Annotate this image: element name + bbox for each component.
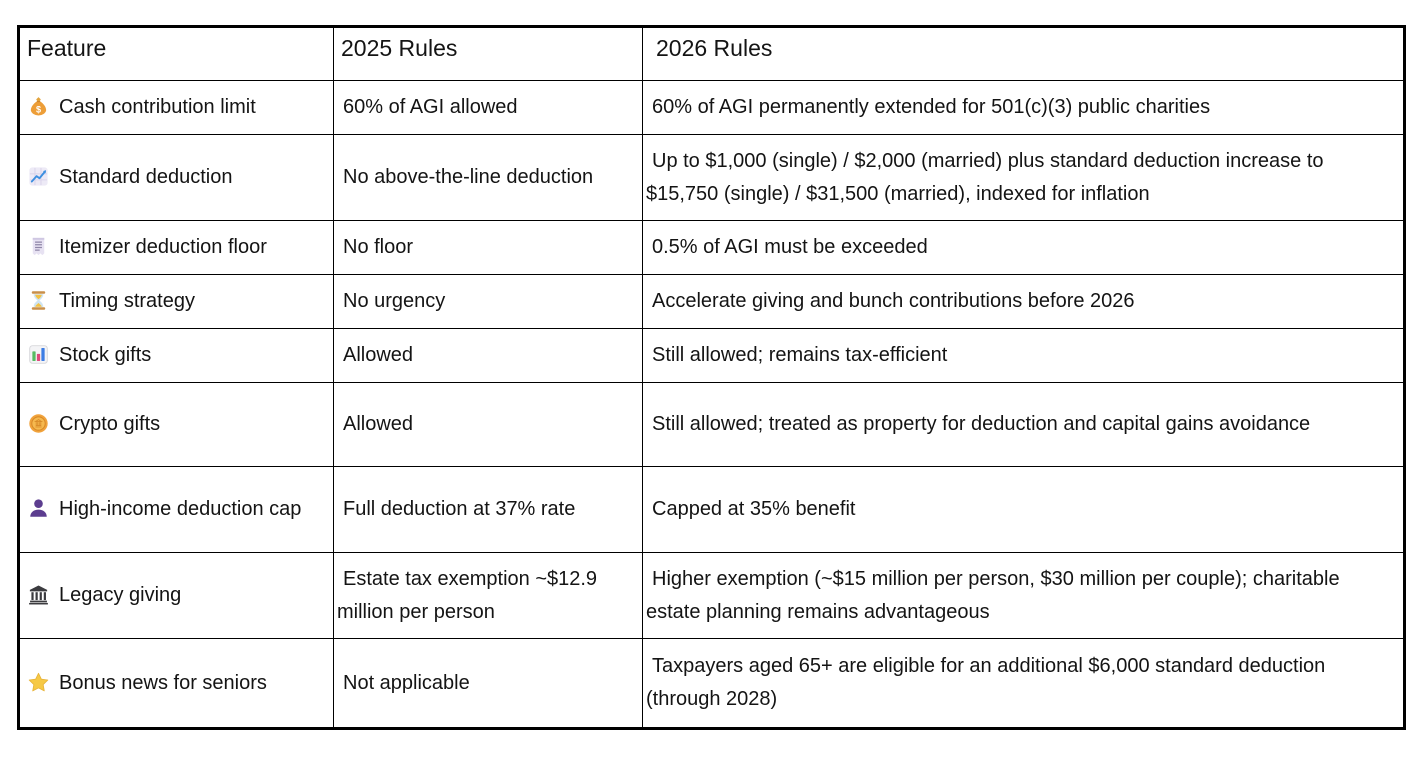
- rules-2025-cell: Estate tax exemption ~$12.9 million per person: [334, 553, 643, 639]
- feature-label: Stock gifts: [59, 344, 152, 366]
- tax-rules-comparison-table: [17, 25, 1406, 730]
- bust-silhouette-icon: [27, 497, 50, 520]
- rules-2025-cell: No above-the-line deduction: [334, 135, 643, 221]
- table-row: [19, 275, 1405, 329]
- table-row: [19, 135, 1405, 221]
- table-row: [19, 81, 1405, 135]
- rules-2025-cell: No urgency: [334, 275, 643, 329]
- feature-label: Legacy giving: [59, 584, 182, 606]
- rules-2025-cell: 60% of AGI allowed: [334, 81, 643, 135]
- rules-2026-cell: Up to $1,000 (single) / $2,000 (married) plus standard deduction increase to $15,750 (single) / $31,500 (married), indexed for inflation: [643, 135, 1405, 221]
- table-row: [19, 639, 1405, 729]
- feature-cell: [19, 221, 334, 275]
- header-row: [19, 27, 1405, 81]
- rules-2025-cell: Allowed: [334, 329, 643, 383]
- feature-label: Bonus news for seniors: [59, 671, 267, 694]
- money-bag-icon: [27, 95, 50, 118]
- receipt-icon: [27, 235, 50, 258]
- bar-chart-icon: [27, 343, 50, 366]
- rules-2025-cell: Allowed: [334, 383, 643, 467]
- rules-2026-cell: 60% of AGI permanently extended for 501(c)(3) public charities: [643, 81, 1405, 135]
- rules-2025-cell: No floor: [334, 221, 643, 275]
- feature-cell: [19, 553, 334, 639]
- feature-label: High-income deduction cap: [59, 498, 302, 520]
- rules-2026-cell: Accelerate giving and bunch contributions before 2026: [643, 275, 1405, 329]
- feature-cell: [19, 467, 334, 553]
- feature-cell: [19, 81, 334, 135]
- star-icon: [27, 671, 50, 694]
- table-row: [19, 553, 1405, 639]
- hourglass-icon: [27, 289, 50, 312]
- header-feature: Feature: [19, 27, 334, 81]
- table-row: [19, 383, 1405, 467]
- rules-2026-cell: Higher exemption (~$15 million per person, $30 million per couple); charitable estate planning remains advantageous: [643, 553, 1405, 639]
- feature-cell: [19, 329, 334, 383]
- rules-2026-cell: Taxpayers aged 65+ are eligible for an additional $6,000 standard deduction (through 2028): [643, 639, 1405, 729]
- svg-text:$: $: [35, 104, 42, 115]
- rules-2025-cell: Not applicable: [334, 639, 643, 729]
- feature-label: Cash contribution limit: [59, 96, 256, 118]
- classical-building-icon: [27, 583, 50, 606]
- header-2026-rules: 2026 Rules: [643, 27, 1405, 81]
- rules-2026-cell: 0.5% of AGI must be exceeded: [643, 221, 1405, 275]
- rules-2025-cell: Full deduction at 37% rate: [334, 467, 643, 553]
- feature-label: Itemizer deduction floor: [59, 236, 267, 258]
- rules-2026-cell: Still allowed; remains tax-efficient: [643, 329, 1405, 383]
- rules-2026-cell: Capped at 35% benefit: [643, 467, 1405, 553]
- feature-label: Standard deduction: [59, 166, 233, 188]
- rules-2026-cell: Still allowed; treated as property for deduction and capital gains avoidance: [643, 383, 1405, 467]
- table-row: [19, 329, 1405, 383]
- feature-cell: [19, 639, 334, 729]
- coin-icon: [27, 412, 50, 435]
- chart-increasing-icon: [27, 165, 50, 188]
- feature-cell: [19, 383, 334, 467]
- feature-cell: [19, 275, 334, 329]
- feature-cell: [19, 135, 334, 221]
- table-row: [19, 221, 1405, 275]
- header-2025-rules: 2025 Rules: [334, 27, 643, 81]
- feature-label: Crypto gifts: [59, 413, 161, 435]
- table-row: [19, 467, 1405, 553]
- feature-label: Timing strategy: [59, 290, 195, 312]
